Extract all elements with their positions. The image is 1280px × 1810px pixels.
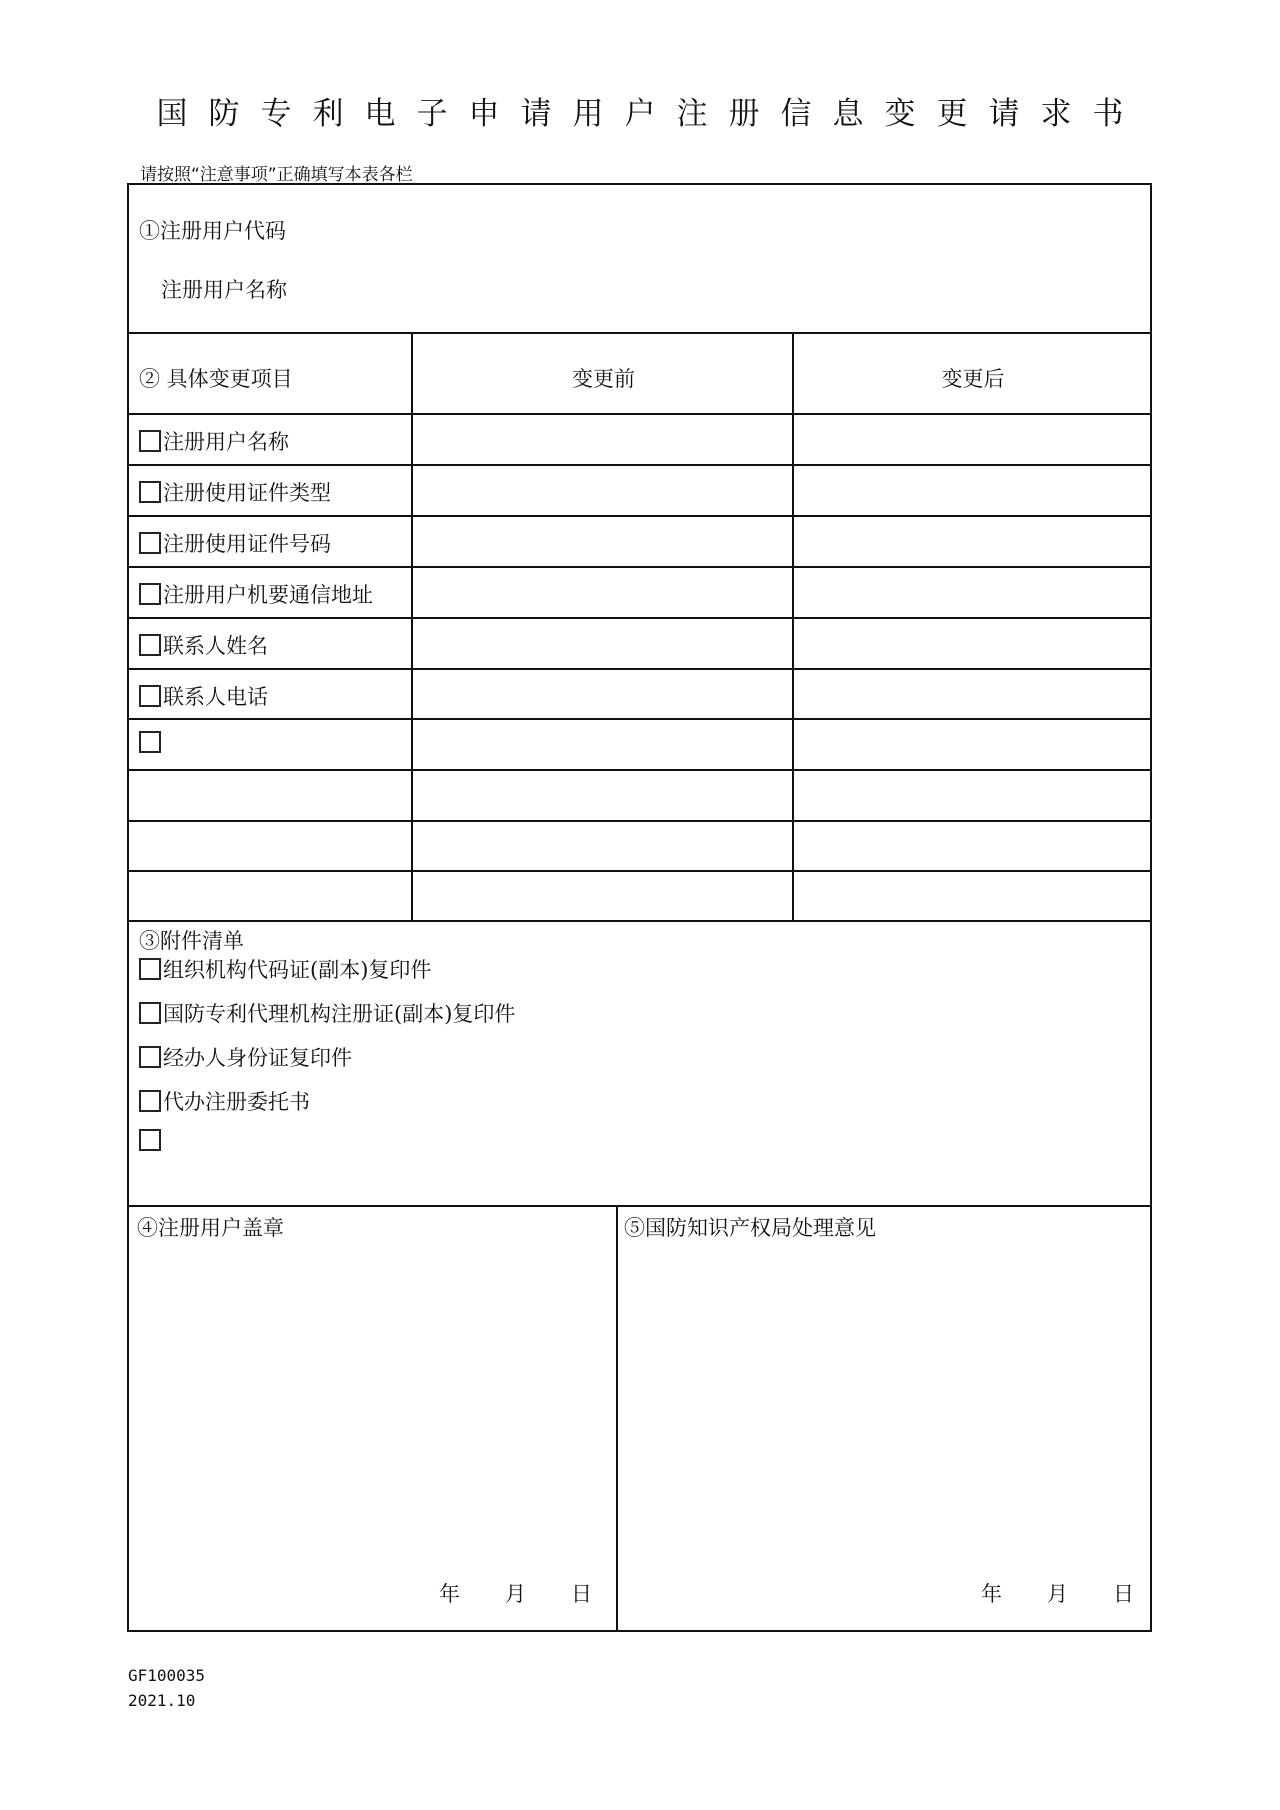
before-field[interactable] bbox=[415, 619, 790, 666]
user-name-label: 注册用户名称 bbox=[161, 278, 287, 302]
attachment-item bbox=[139, 1042, 352, 1072]
after-field[interactable] bbox=[796, 517, 1148, 564]
change-item-label: 注册用户机要通信地址 bbox=[163, 583, 373, 607]
request-form bbox=[127, 183, 1152, 1632]
after-field[interactable] bbox=[796, 415, 1148, 462]
attachment-checkbox[interactable] bbox=[139, 958, 161, 980]
change-id-number-checkbox[interactable] bbox=[139, 532, 161, 554]
change-item-label: 联系人电话 bbox=[163, 685, 268, 709]
change-row bbox=[139, 731, 163, 755]
change-row bbox=[139, 528, 331, 558]
before-field[interactable] bbox=[415, 466, 790, 513]
before-field[interactable] bbox=[415, 670, 790, 716]
year-label: 年 bbox=[981, 1582, 1002, 1606]
before-field[interactable] bbox=[415, 872, 790, 918]
year-label: 年 bbox=[439, 1582, 460, 1606]
change-item-label: 联系人姓名 bbox=[163, 634, 268, 658]
attachment-item bbox=[139, 954, 431, 984]
after-field[interactable] bbox=[796, 619, 1148, 666]
before-field[interactable] bbox=[415, 822, 790, 868]
office-opinion-title: ⑤国防知识产权局处理意见 bbox=[624, 1216, 876, 1240]
column-divider bbox=[411, 332, 413, 920]
change-item-field[interactable] bbox=[133, 822, 409, 868]
attachment-label: 代办注册委托书 bbox=[163, 1090, 310, 1114]
fill-instruction: 请按照“注意事项”正确填写本表各栏 bbox=[140, 165, 413, 185]
column-divider bbox=[792, 332, 794, 920]
before-field[interactable] bbox=[415, 771, 790, 818]
change-item-label: 注册使用证件号码 bbox=[163, 532, 331, 556]
change-address-checkbox[interactable] bbox=[139, 583, 161, 605]
change-row bbox=[139, 579, 373, 609]
after-field[interactable] bbox=[796, 720, 1148, 767]
after-field[interactable] bbox=[796, 771, 1148, 818]
month-label: 月 bbox=[1047, 1582, 1068, 1606]
attachment-label: 组织机构代码证(副本)复印件 bbox=[163, 958, 432, 982]
office-opinion-area[interactable] bbox=[621, 1245, 1146, 1575]
form-code: GF100035 bbox=[128, 1666, 206, 1685]
user-code-label: ①注册用户代码 bbox=[139, 219, 286, 243]
form-version: 2021.10 bbox=[128, 1691, 196, 1710]
change-item-label: 注册使用证件类型 bbox=[163, 481, 331, 505]
attachment-checkbox[interactable] bbox=[139, 1046, 161, 1068]
change-name-checkbox[interactable] bbox=[139, 430, 161, 452]
header-before: 变更前 bbox=[572, 367, 635, 391]
change-contact-name-checkbox[interactable] bbox=[139, 634, 161, 656]
change-id-type-checkbox[interactable] bbox=[139, 481, 161, 503]
change-row bbox=[139, 681, 268, 711]
before-field[interactable] bbox=[415, 415, 790, 462]
stamp-date bbox=[439, 1578, 592, 1608]
user-code-field[interactable] bbox=[329, 207, 1129, 247]
stamp-area[interactable] bbox=[133, 1245, 613, 1575]
month-label: 月 bbox=[505, 1582, 526, 1606]
divider bbox=[129, 1205, 1150, 1207]
stamp-title: ④注册用户盖章 bbox=[137, 1216, 284, 1240]
attachment-checkbox[interactable] bbox=[139, 1129, 161, 1151]
attachment-item bbox=[139, 998, 515, 1028]
change-item-label: 注册用户名称 bbox=[163, 430, 289, 454]
attachment-checkbox[interactable] bbox=[139, 1002, 161, 1024]
after-field[interactable] bbox=[796, 670, 1148, 716]
after-field[interactable] bbox=[796, 568, 1148, 615]
user-name-field[interactable] bbox=[329, 267, 1129, 307]
divider bbox=[129, 332, 1150, 334]
column-divider bbox=[616, 1205, 618, 1632]
after-field[interactable] bbox=[796, 872, 1148, 918]
attachment-label: 国防专利代理机构注册证(副本)复印件 bbox=[163, 1002, 516, 1026]
document-title: 国防专利电子申请用户注册信息变更请求书 bbox=[156, 96, 1145, 132]
change-item-field[interactable] bbox=[133, 771, 409, 818]
attachment-item bbox=[139, 1129, 163, 1153]
header-after: 变更后 bbox=[941, 367, 1005, 391]
before-field[interactable] bbox=[415, 517, 790, 564]
row-divider bbox=[129, 920, 1150, 922]
office-date bbox=[981, 1578, 1134, 1608]
after-field[interactable] bbox=[796, 822, 1148, 868]
day-label: 日 bbox=[571, 1582, 592, 1606]
attachment-item bbox=[139, 1086, 310, 1116]
attachment-checkbox[interactable] bbox=[139, 1090, 161, 1112]
change-row bbox=[139, 426, 289, 456]
change-other-checkbox[interactable] bbox=[139, 731, 161, 753]
change-row bbox=[139, 477, 331, 507]
header-change-item: ② 具体变更项目 bbox=[139, 367, 293, 391]
before-field[interactable] bbox=[415, 568, 790, 615]
change-contact-phone-checkbox[interactable] bbox=[139, 685, 161, 707]
after-field[interactable] bbox=[796, 466, 1148, 513]
attachment-label: 经办人身份证复印件 bbox=[163, 1046, 352, 1070]
change-row bbox=[139, 630, 268, 660]
before-field[interactable] bbox=[415, 720, 790, 767]
attachments-title: ③附件清单 bbox=[139, 929, 244, 953]
change-item-field[interactable] bbox=[133, 872, 409, 918]
day-label: 日 bbox=[1113, 1582, 1134, 1606]
